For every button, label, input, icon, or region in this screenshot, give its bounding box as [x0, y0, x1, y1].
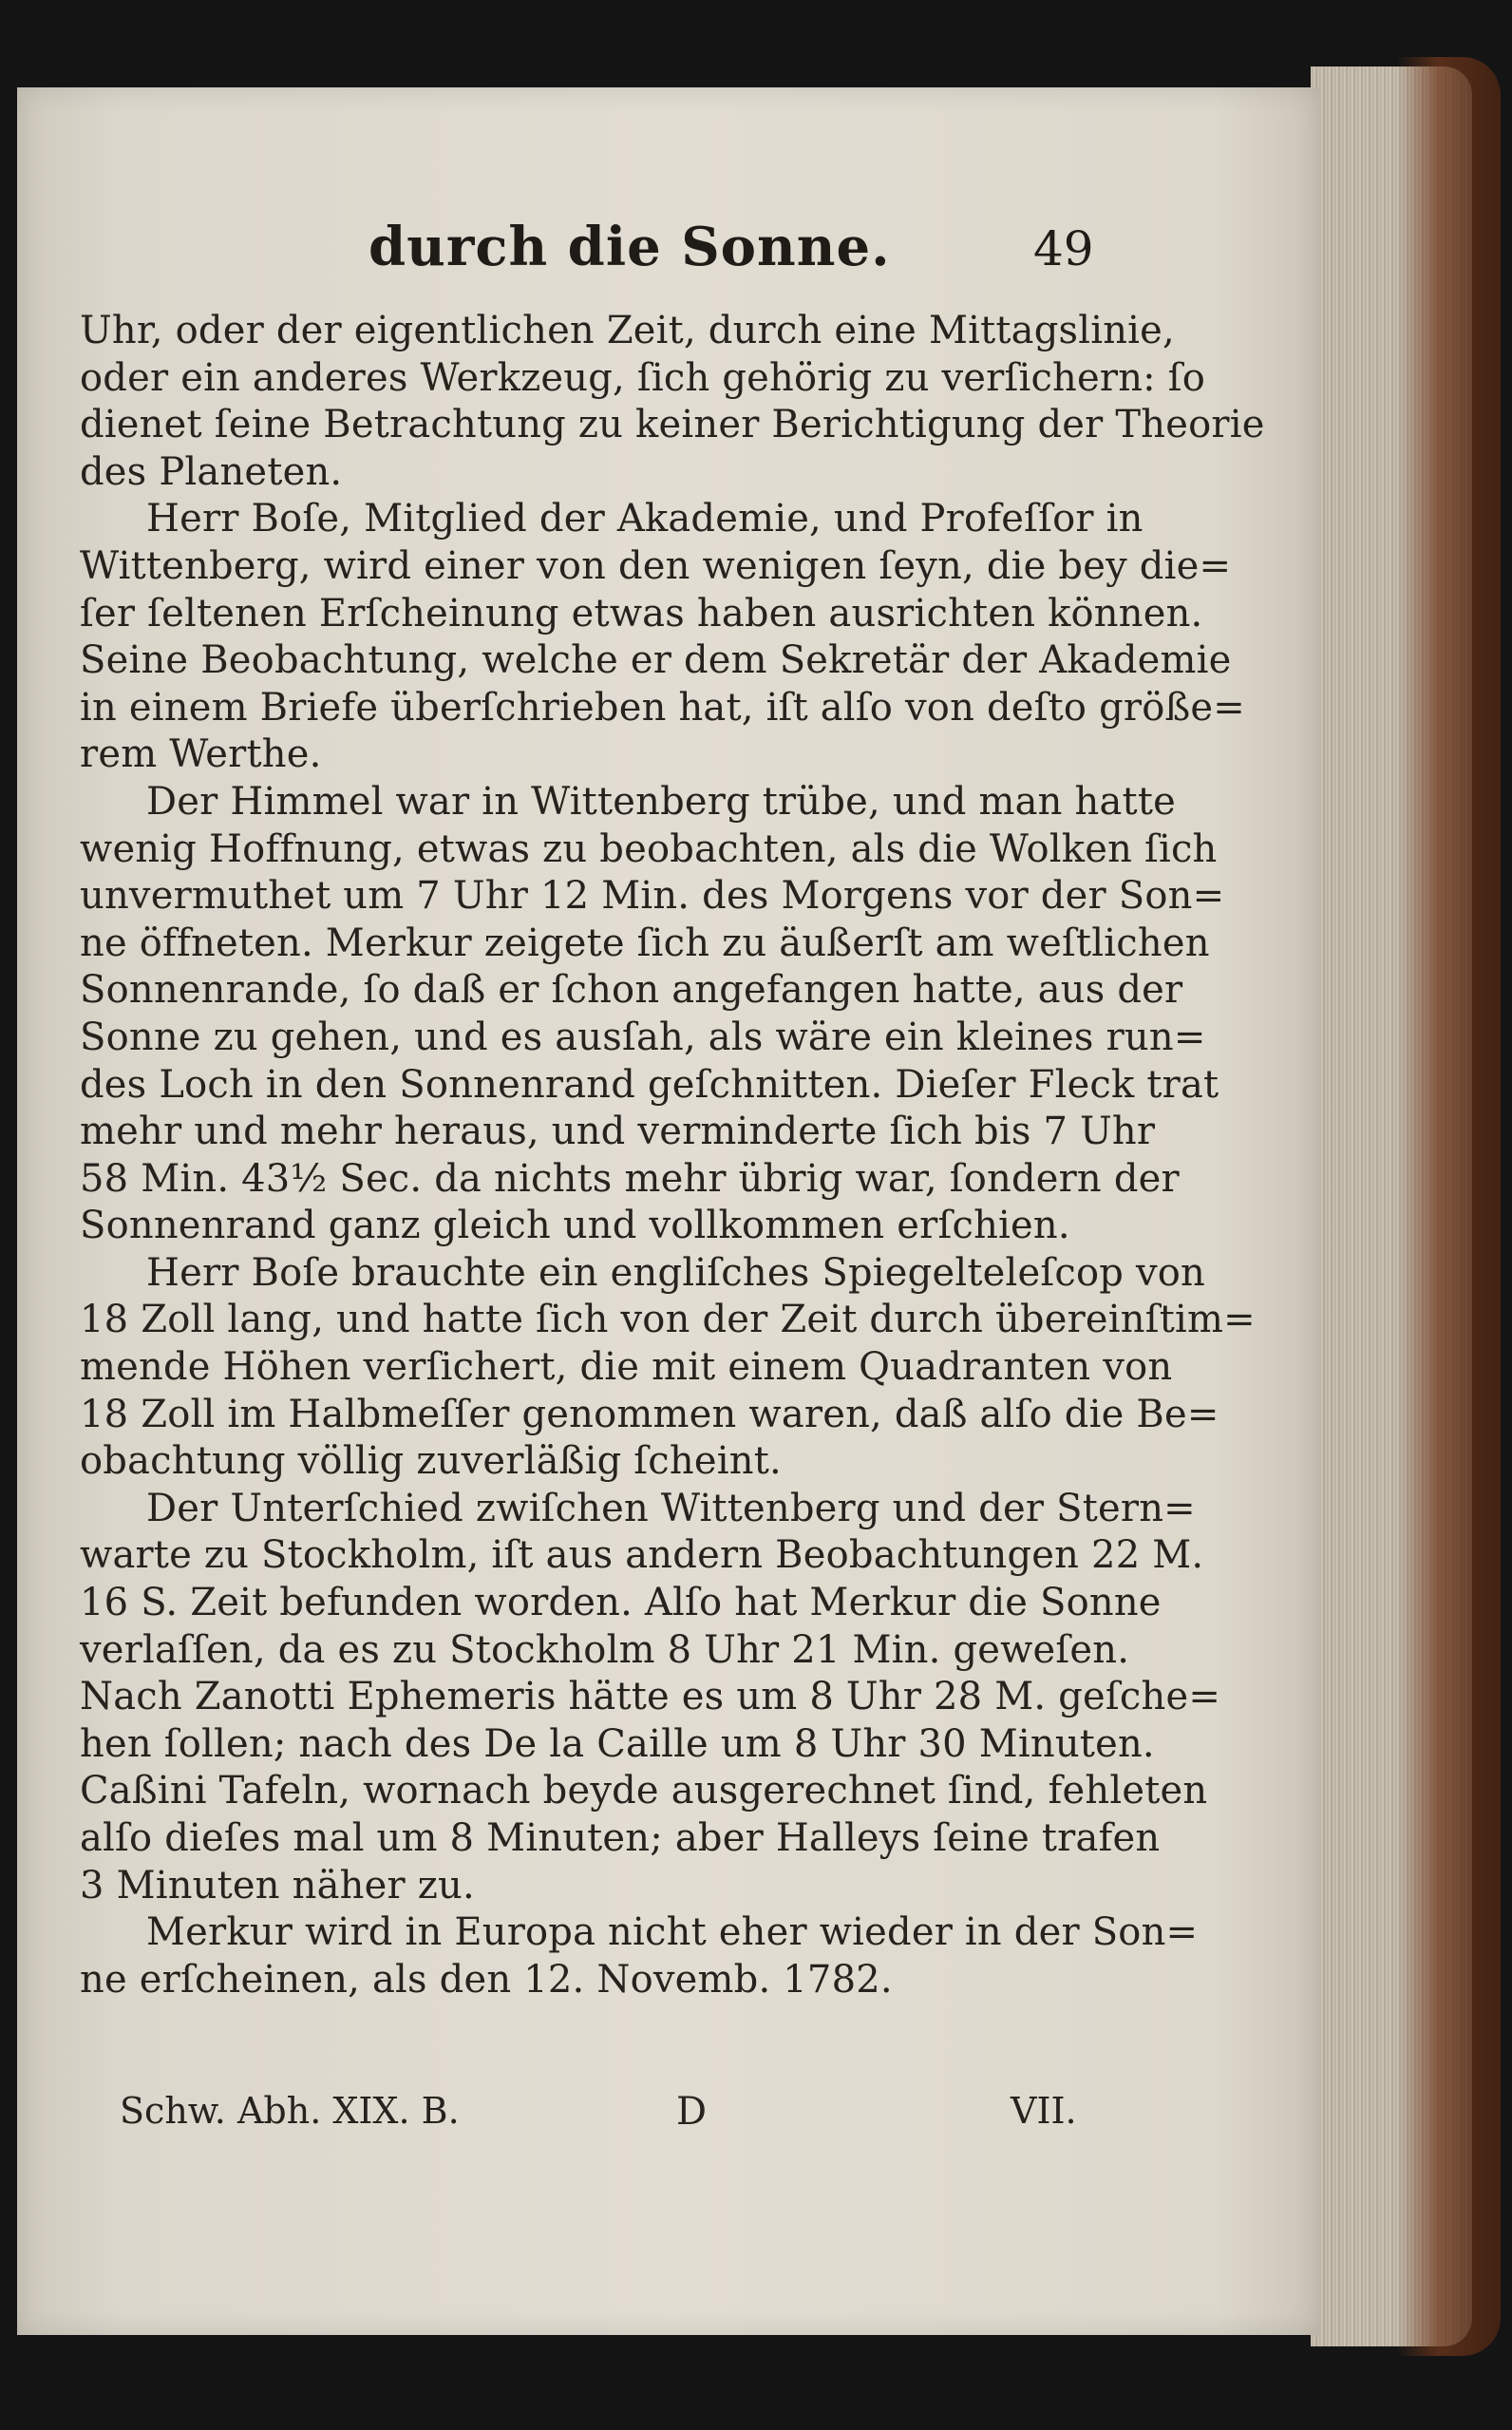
text-line: Der Himmel war in Wittenberg trübe, und man hatte: [146, 779, 1176, 824]
text-line: hen ſollen; nach des De la Caille um 8 Uhr 30 Minuten.: [80, 1721, 1155, 1766]
text-line: wenig Hoffnung, etwas zu beobachten, als die Wolken ſich: [80, 826, 1218, 871]
running-title: durch die Sonne.: [369, 216, 891, 278]
text-line: Sonne zu gehen, und es ausſah, als wäre ein kleines run=: [80, 1015, 1206, 1059]
text-line: dienet ſeine Betrachtung zu keiner Berichtigung der Theorie: [80, 403, 1265, 447]
page-number: 49: [1033, 221, 1094, 276]
text-line: verlaſſen, da es zu Stockholm 8 Uhr 21 Min. geweſen.: [80, 1627, 1130, 1672]
text-line: rem Werthe.: [80, 732, 322, 777]
text-line: Herr Boſe brauchte ein engliſches Spiegelteleſcop von: [146, 1250, 1205, 1295]
text-line: Herr Boſe, Mitglied der Akademie, und Profeſſor in: [146, 497, 1143, 541]
text-line: ne öffneten. Merkur zeigete ſich zu äußerſt am weſtlichen: [80, 921, 1210, 965]
catchword: VII.: [1011, 2090, 1077, 2132]
book-page: [17, 87, 1320, 2335]
text-line: Merkur wird in Europa nicht eher wieder in der Son=: [146, 1910, 1199, 1955]
body-text: [80, 308, 1265, 2003]
book-cover-edge: [1396, 57, 1501, 2356]
text-line: unvermuthet um 7 Uhr 12 Min. des Morgens vor der Son=: [80, 874, 1225, 919]
text-line: des Loch in den Sonnenrand geſchnitten. Dieſer Fleck trat: [80, 1062, 1219, 1107]
text-line: 18 Zoll lang, und hatte ſich von der Zeit durch übereinſtim=: [80, 1298, 1256, 1342]
text-line: Sonnenrand ganz gleich und vollkommen erſchien.: [80, 1204, 1070, 1248]
text-line: mende Höhen verſichert, die mit einem Quadranten von: [80, 1345, 1173, 1390]
text-line: 16 S. Zeit befunden worden. Alſo hat Merkur die Sonne: [80, 1581, 1162, 1625]
text-line: 58 Min. 43½ Sec. da nichts mehr übrig war, ſondern der: [80, 1156, 1180, 1201]
text-line: des Planeten.: [80, 449, 343, 494]
text-line: Nach Zanotti Ephemeris hätte es um 8 Uhr 28 M. geſche=: [80, 1675, 1221, 1719]
text-line: in einem Briefe überſchrieben hat, iſt alſo von deſto größe=: [80, 685, 1246, 730]
text-line: 3 Minuten näher zu.: [80, 1863, 475, 1908]
text-line: ne erſcheinen, als den 12. Novemb. 1782.: [80, 1957, 893, 2002]
text-line: ſer ſeltenen Erſcheinung etwas haben ausrichten können.: [80, 591, 1203, 636]
text-line: warte zu Stockholm, iſt aus andern Beobachtungen 22 M.: [80, 1533, 1204, 1578]
text-line: Wittenberg, wird einer von den wenigen ſeyn, die bey die=: [80, 543, 1232, 588]
text-line: Der Unterſchied zwiſchen Wittenberg und der Stern=: [146, 1486, 1196, 1530]
text-line: Sonnenrande, ſo daß er ſchon angefangen hatte, aus der: [80, 968, 1183, 1013]
text-line: oder ein anderes Werkzeug, ſich gehörig zu verſichern: ſo: [80, 355, 1206, 400]
text-line: alſo dieſes mal um 8 Minuten; aber Halleys ſeine trafen: [80, 1816, 1161, 1860]
sheet-letter: D: [676, 2090, 708, 2134]
text-line: Uhr, oder der eigentlichen Zeit, durch eine Mittagslinie,: [80, 309, 1175, 352]
page-footer: [17, 2090, 1320, 2147]
text-line: mehr und mehr heraus, und verminderte ſich bis 7 Uhr: [80, 1110, 1156, 1154]
page-header: [17, 216, 1320, 292]
text-line: Seine Beobachtung, welche er dem Sekretär der Akademie: [80, 638, 1232, 683]
text-line: 18 Zoll im Halbmeſſer genommen waren, daß alſo die Be=: [80, 1392, 1219, 1436]
signature-mark: Schw. Abh. XIX. B.: [120, 2090, 460, 2132]
text-line: obachtung völlig zuverläßig ſcheint.: [80, 1439, 782, 1484]
text-line: Caßini Tafeln, wornach beyde ausgerechnet ſind, fehleten: [80, 1769, 1208, 1813]
